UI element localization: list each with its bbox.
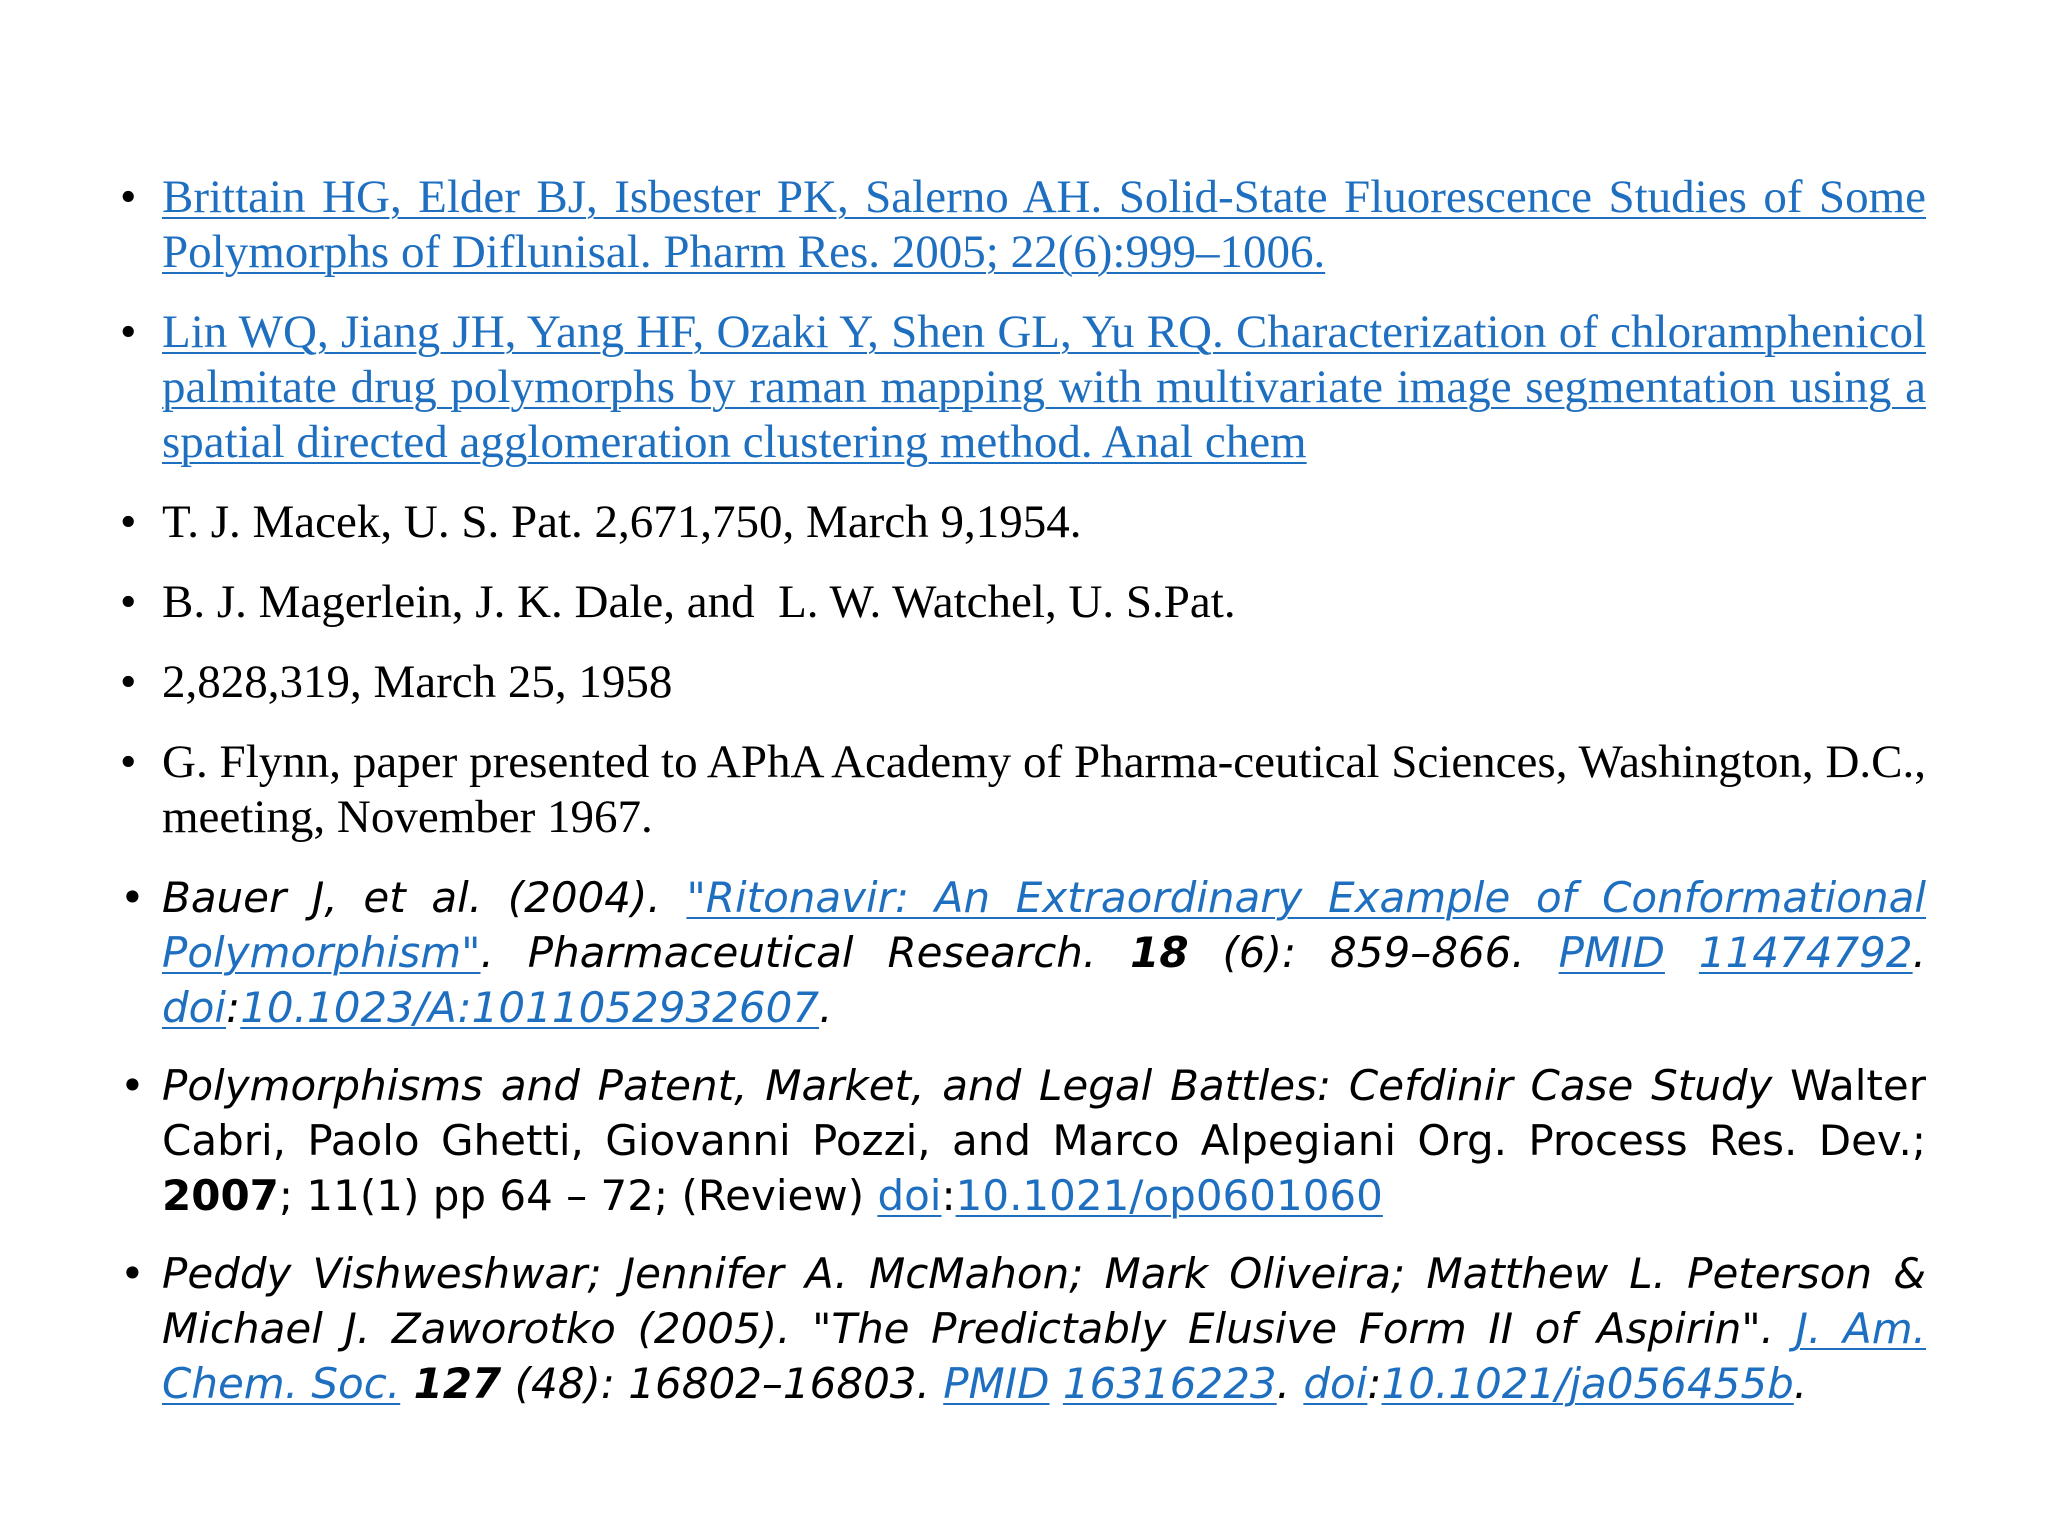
reference-authors-vishweshwar: Peddy Vishweshwar; Jennifer A. McMahon; Mark Oliveira; Matthew L. Peterson & Michael J. Zaworotko (2005). "The Predictably Elusive Form II of Aspirin". [162,1249,1926,1353]
reference-journal-bauer: . Pharmaceutical Research. [480,928,1131,977]
pmid-link-vishweshwar[interactable]: 16316223 [1062,1359,1277,1408]
reference-item-lin [120,305,1926,470]
bullet-icon: • [120,1249,145,1298]
reference-title-link-bauer[interactable]: "Ritonavir: An Extraordinary Example of Conformational Polymorphism" [162,873,1926,977]
reference-list [120,170,1926,1411]
reference-issue-bauer: (6): 859–866. [1188,928,1559,977]
journal-link-vishweshwar[interactable]: J. Am. Chem. Soc. [162,1304,1926,1408]
space-vishweshwar [400,1359,413,1408]
pmid-label-link-vishweshwar[interactable]: PMID [943,1359,1050,1408]
reference-title-cabri: Polymorphisms and Patent, Market, and Legal Battles: Cefdinir Case Study [162,1061,1773,1110]
reference-item-bauer [120,870,1926,1035]
doi-label-link-bauer[interactable]: doi [162,983,227,1032]
end-bauer: . [819,983,833,1032]
reference-item-patent-number [120,655,1926,710]
bullet-icon: • [120,736,137,788]
reference-text-magerlein: B. J. Magerlein, J. K. Dale, and L. W. Watchel, U. S.Pat. [162,576,1236,628]
bullet-icon: • [120,1061,145,1110]
bullet-icon: • [120,496,137,548]
reference-details-cabri: ; 11(1) pp 64 – 72; (Review) [278,1171,878,1220]
space2-vishweshwar [1050,1359,1063,1408]
doi-label-link-cabri[interactable]: doi [877,1171,942,1220]
bullet-icon: • [120,873,145,922]
reference-item-flynn [120,735,1926,845]
bullet-icon: • [120,171,137,223]
reference-authors-cabri: Walter Cabri, Paolo Ghetti, Giovanni Pozzi, and Marco Alpegiani Org. Process Res. Dev.; [162,1061,1926,1165]
reference-text-patent-number: 2,828,319, March 25, 1958 [162,656,673,708]
doi-colon-cabri: : [941,1171,956,1220]
bullet-icon: • [120,656,137,708]
reference-link-brittain[interactable]: Brittain HG, Elder BJ, Isbester PK, Salerno AH. Solid-State Fluorescence Studies of Some Polymorphs of Diflunisal. Pharm Res. 2005; 22(6):999–1006. [162,171,1926,278]
reference-item-vishweshwar [120,1246,1926,1411]
reference-year-cabri: 2007 [162,1171,279,1220]
doi-label-link-vishweshwar[interactable]: doi [1303,1359,1368,1408]
reference-issue-vishweshwar: (48): 16802–16803. [501,1359,944,1408]
doi-link-vishweshwar[interactable]: 10.1021/ja056455b [1381,1359,1794,1408]
reference-authors-bauer: Bauer J, et al. (2004). [162,873,687,922]
pmid-label-link-bauer[interactable]: PMID [1558,928,1665,977]
doi-colon-bauer: : [226,983,241,1032]
bullet-icon: • [120,576,137,628]
reference-item-macek [120,495,1926,550]
reference-text-macek: T. J. Macek, U. S. Pat. 2,671,750, March 9,1954. [162,496,1082,548]
reference-item-brittain [120,170,1926,280]
separator-bauer: . [1912,928,1926,977]
bullet-icon: • [120,306,137,358]
doi-link-bauer[interactable]: 10.1023/A:1011052932607 [240,983,820,1032]
doi-link-cabri[interactable]: 10.1021/op0601060 [955,1171,1383,1220]
reference-text-flynn: G. Flynn, paper presented to APhA Academy of Pharma-ceutical Sciences, Washington, D.C., meeting, November 1967. [162,736,1926,843]
separator-vishweshwar: . [1276,1359,1304,1408]
reference-link-lin[interactable]: Lin WQ, Jiang JH, Yang HF, Ozaki Y, Shen GL, Yu RQ. Characterization of chloramphenicol palmitate drug polymorphs by raman mapping with multivariate image segmentation using a spatial directed agglomeration clustering method. Anal chem [162,306,1926,468]
doi-colon-vishweshwar: : [1367,1359,1382,1408]
reference-item-magerlein [120,575,1926,630]
end-vishweshwar: . [1793,1359,1808,1408]
reference-volume-bauer: 18 [1130,928,1189,977]
reference-volume-vishweshwar: 127 [413,1359,502,1408]
reference-item-cabri [120,1058,1926,1223]
pmid-link-bauer[interactable]: 11474792 [1698,928,1913,977]
